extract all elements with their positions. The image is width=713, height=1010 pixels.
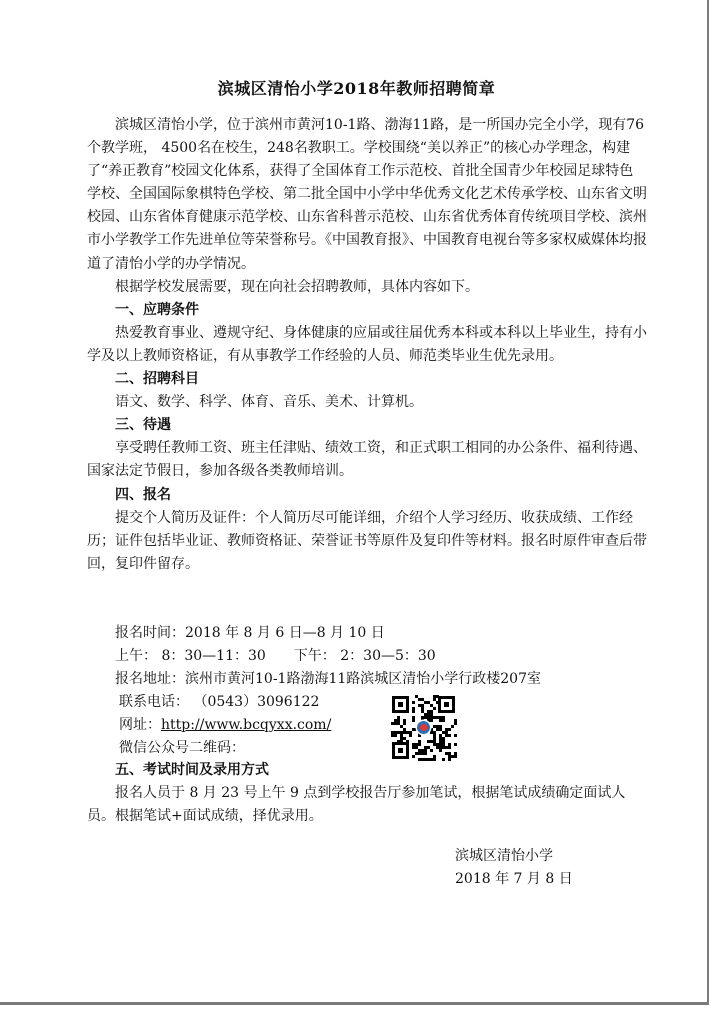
intro-section [87, 114, 647, 576]
wechat-label: 微信公众号二维码： [119, 740, 245, 756]
website-label: 网址： [119, 717, 161, 733]
registration-address: 报名地址：滨州市黄河10-1路渤海11路滨城区清怡小学行政楼207室 [115, 671, 541, 687]
section-4-heading: 四、报名 [115, 486, 171, 503]
section-2-body: 语文、数学、科学、体育、音乐、美术、计算机。 [115, 394, 423, 411]
section-3-heading: 三、待遇 [115, 417, 171, 434]
signature-date: 2018 年 7 月 8 日 [455, 871, 573, 887]
section-4-body: 提交个人简历及证件：个人简历尽可能详细，介绍个人学习经历、收获成绩、工作经历；证件包括毕业证、教师资格证、荣誉证书等原件及复印件等材料。报名时原件审查后带回，复印件留存。 [87, 509, 647, 572]
section-3-body: 享受聘任教师工资、班主任津贴、绩效工资，和正式职工相同的办公条件、福利待遇、国家法定节假日，参加各级各类教师培训。 [87, 440, 647, 480]
section-5-body: 报名人员于 8 月 23 号上午 9 点到学校报告厅参加笔试，根据笔试成绩确定面试人员。根据笔试+面试成绩，择优录用。 [87, 785, 626, 825]
intro-paragraph: 滨城区清怡小学，位于滨州市黄河10-1路、渤海11路，是一所国办完全小学，现有76个教学班， 4500名在校生，248名教职工。学校围绕“美以养正”的核心办学理念，构建了“养正教育”校园文化体系，获得了全国体育工作示范校、首批全国青少年校园足球特色学校、全国国际象棋特色学校、第二批全国中小学中华优秀文化艺术传承学校、山东省文明校园、山东省体育健康示范学校、山东省科普示范校、山东省优秀体育传统项目学校、滨州市小学教学工作先进单位等荣誉称号。《中国教育报》、中国教育电视台等多家权威媒体均报道了清怡小学的办学情况。 [87, 117, 647, 272]
website-link[interactable]: http://www.bcqyxx.com/ [161, 717, 332, 733]
section-2-heading: 二、招聘科目 [115, 371, 199, 388]
registration-time: 报名时间：2018 年 8 月 6 日—8 月 10 日 [115, 625, 385, 641]
section-5 [87, 759, 647, 828]
office-hours: 上午： 8：30—11：30 下午： 2：30—5：30 [115, 648, 436, 664]
intro-summary: 根据学校发展需要，现在向社会招聘教师，具体内容如下。 [115, 278, 479, 295]
section-1-heading: 一、应聘条件 [115, 301, 199, 318]
contact-phone: 联系电话： （0543）3096122 [119, 694, 320, 710]
document-title: 滨城区清怡小学2018年教师招聘简章 [217, 79, 496, 98]
section-5-heading: 五、考试时间及录用方式 [115, 762, 269, 778]
signature-org: 滨城区清怡小学 [455, 848, 553, 864]
section-1-body: 热爱教育事业、遵规守纪、身体健康的应届或往届优秀本科或本科以上毕业生，持有小学及以上教师资格证，有从事教学工作经验的人员、师范类毕业生优先录用。 [87, 324, 647, 364]
wechat-qr-code-icon [390, 694, 457, 761]
website-line [119, 714, 331, 737]
